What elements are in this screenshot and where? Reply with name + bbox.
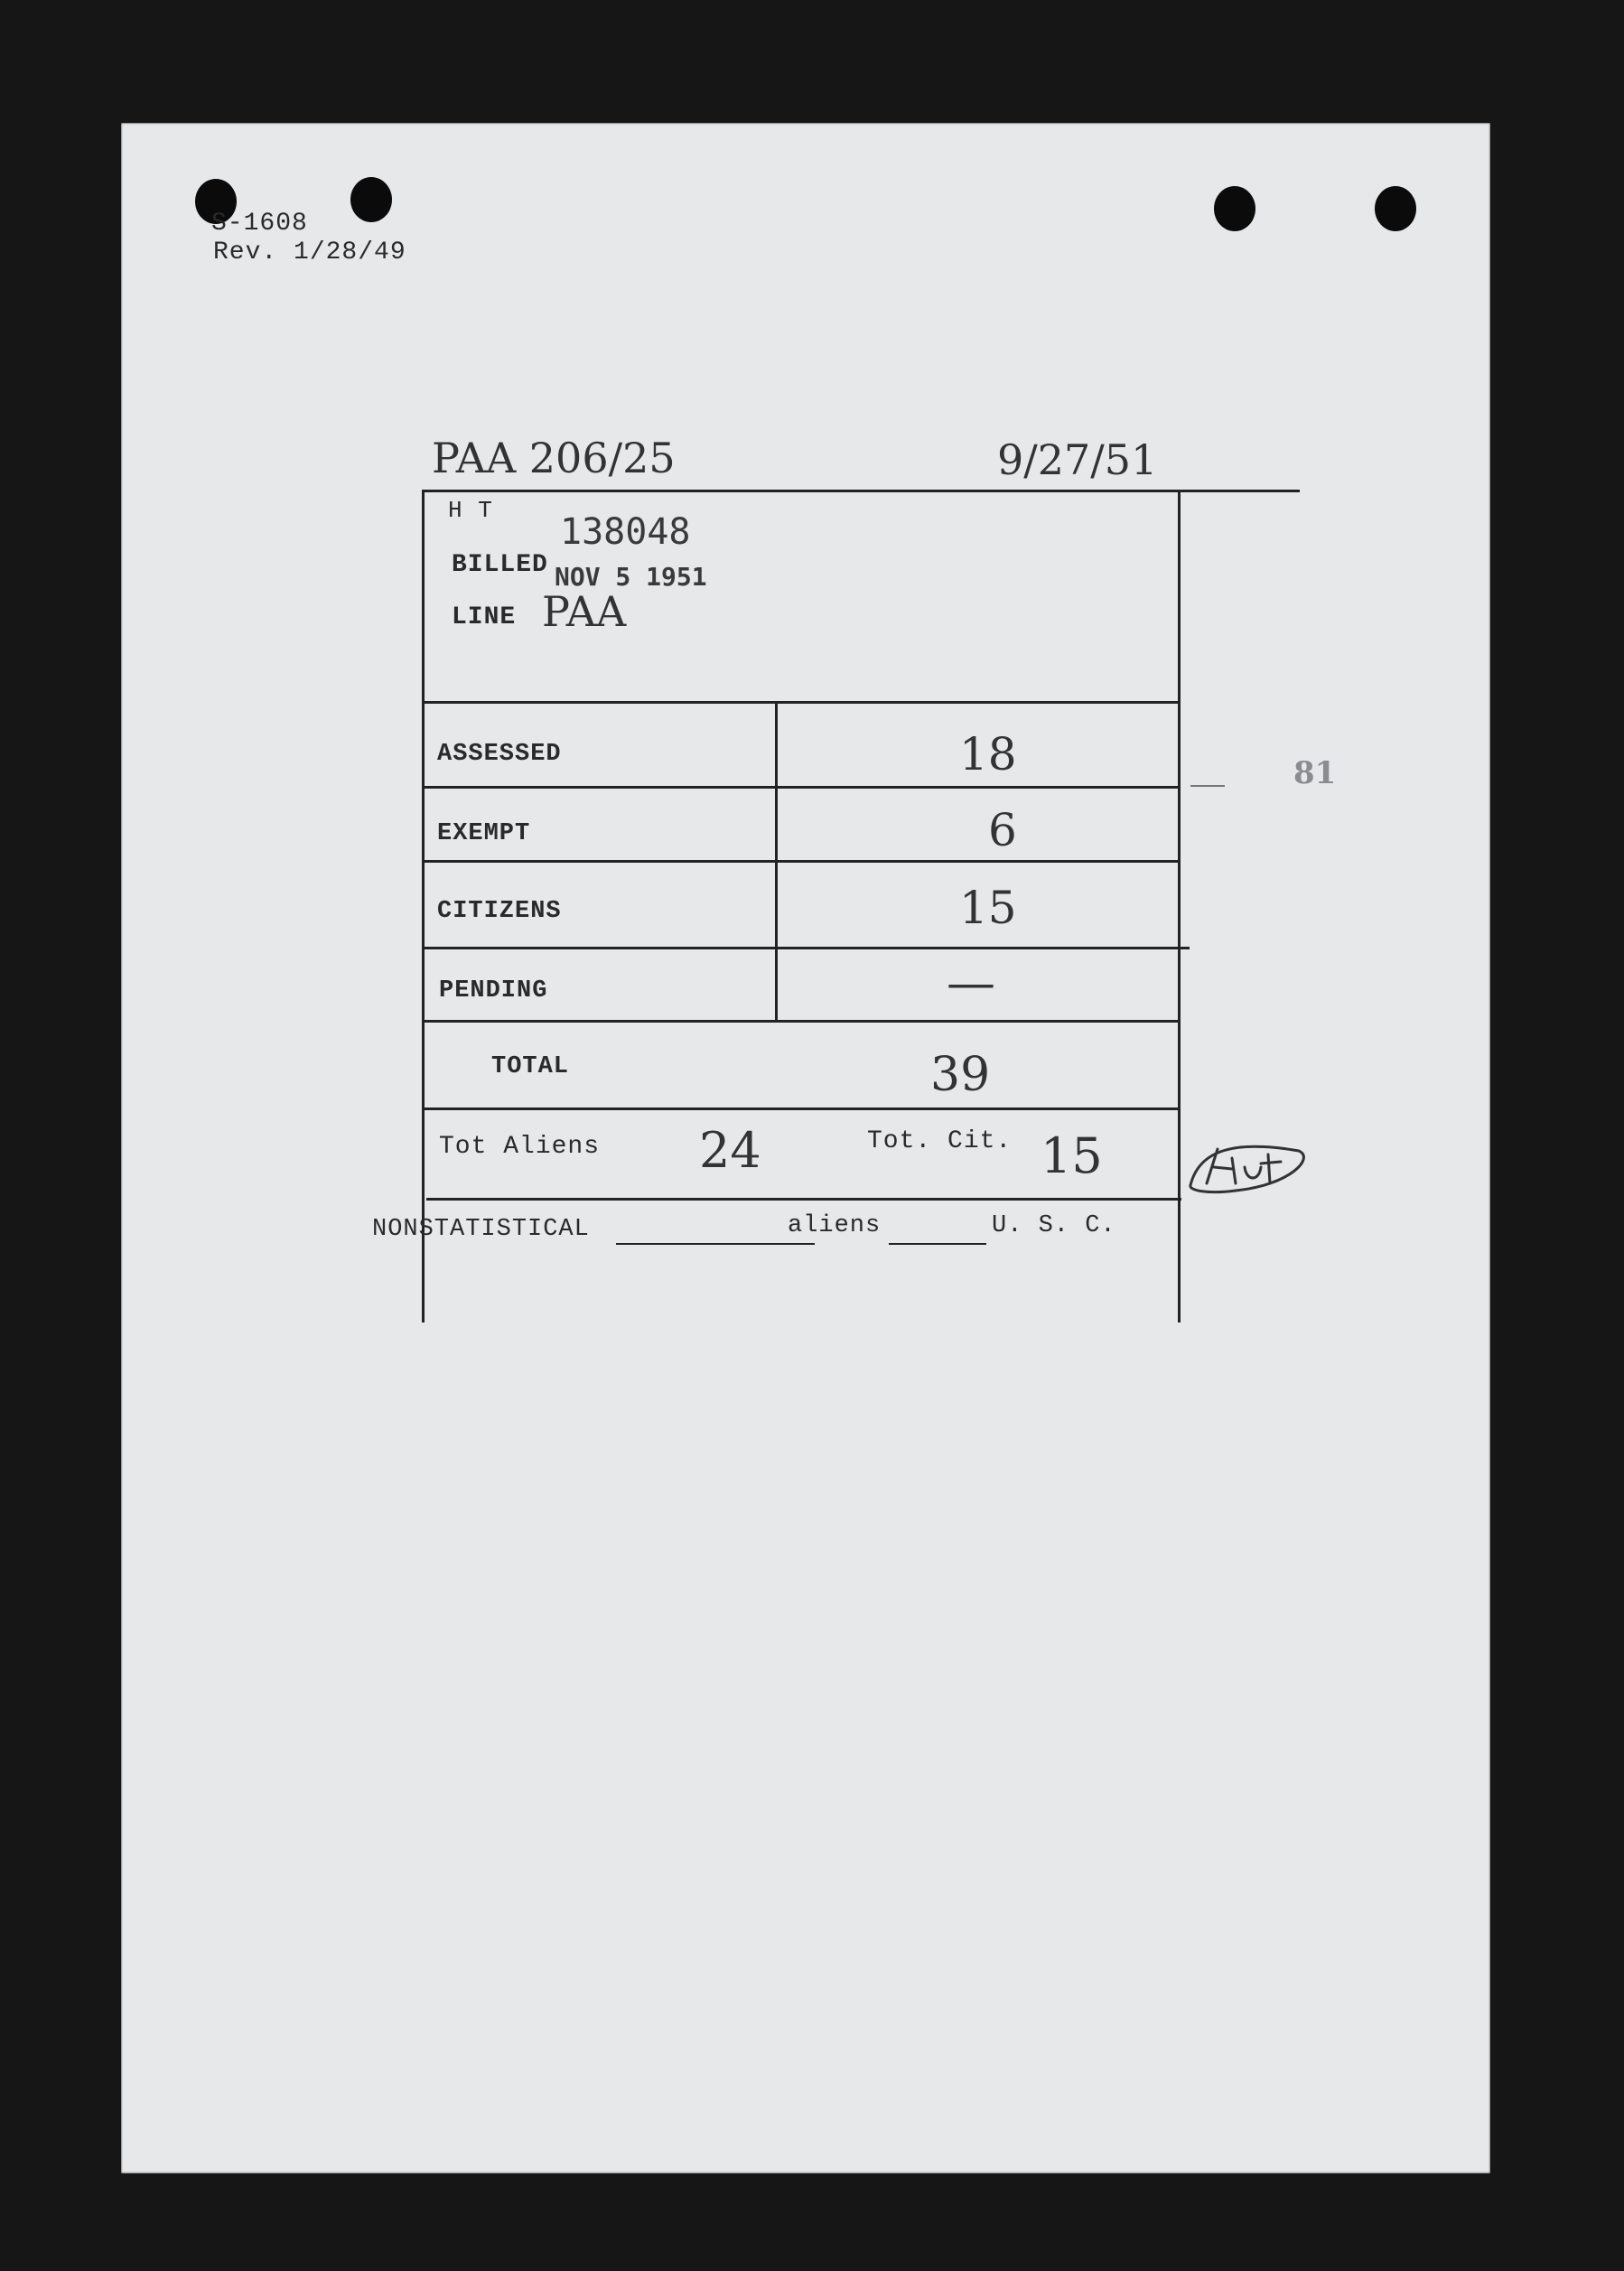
box-bottom-border — [426, 1198, 1181, 1201]
billed-label: BILLED — [452, 551, 548, 579]
aliens-label: aliens — [788, 1212, 882, 1239]
row-value-exempt: 6 — [988, 804, 1017, 856]
table-rule — [422, 701, 1181, 704]
table-column-divider — [775, 701, 778, 1023]
initials — [1181, 1131, 1317, 1203]
row-value-citizens: 15 — [959, 882, 1017, 934]
table-rule — [422, 947, 1190, 949]
line-label: LINE — [452, 603, 517, 631]
box-left-border — [422, 490, 425, 1322]
total-label: TOTAL — [491, 1053, 570, 1080]
table-rule — [422, 1020, 1181, 1023]
side-dash — [1190, 785, 1225, 787]
line-value: PAA — [542, 587, 627, 636]
row-label-pending: PENDING — [439, 977, 548, 1005]
stamp-number: 138048 — [560, 511, 691, 553]
document-page — [121, 123, 1490, 2173]
arrival-date: 9/27/51 — [997, 435, 1158, 484]
row-value-pending: — — [947, 954, 995, 1011]
billed-date-stamp: NOV 5 1951 — [555, 562, 707, 592]
tot-aliens-value: 24 — [699, 1122, 761, 1179]
row-label-exempt: EXEMPT — [437, 820, 531, 847]
tot-aliens-label: Tot Aliens — [439, 1133, 601, 1161]
box-top-border — [422, 490, 1300, 492]
table-rule — [422, 786, 1181, 789]
flight-number: PAA 206/25 — [432, 434, 676, 482]
usc-label: U. S. C. — [992, 1212, 1116, 1239]
ht-label: H T — [448, 497, 493, 524]
nonstatistical-blank — [616, 1243, 815, 1245]
nonstatistical-label: NONSTATISTICAL — [372, 1216, 590, 1243]
punch-hole — [1375, 186, 1416, 231]
punch-hole — [350, 177, 392, 222]
row-label-citizens: CITIZENS — [437, 898, 562, 925]
row-value-assessed: 18 — [959, 728, 1017, 780]
tot-cit-value: 15 — [1041, 1127, 1103, 1184]
table-rule — [422, 1107, 1181, 1110]
form-revision: Rev. 1/28/49 — [213, 238, 406, 266]
form-number: S-1608 — [211, 210, 308, 238]
table-rule — [422, 860, 1181, 863]
side-number: 81 — [1293, 755, 1337, 791]
tot-cit-label: Tot. Cit. — [867, 1127, 1013, 1155]
row-label-assessed: ASSESSED — [437, 741, 562, 768]
punch-hole — [1214, 186, 1255, 231]
total-value: 39 — [930, 1048, 991, 1102]
initials-signature — [1181, 1131, 1317, 1203]
aliens-blank — [889, 1243, 986, 1245]
